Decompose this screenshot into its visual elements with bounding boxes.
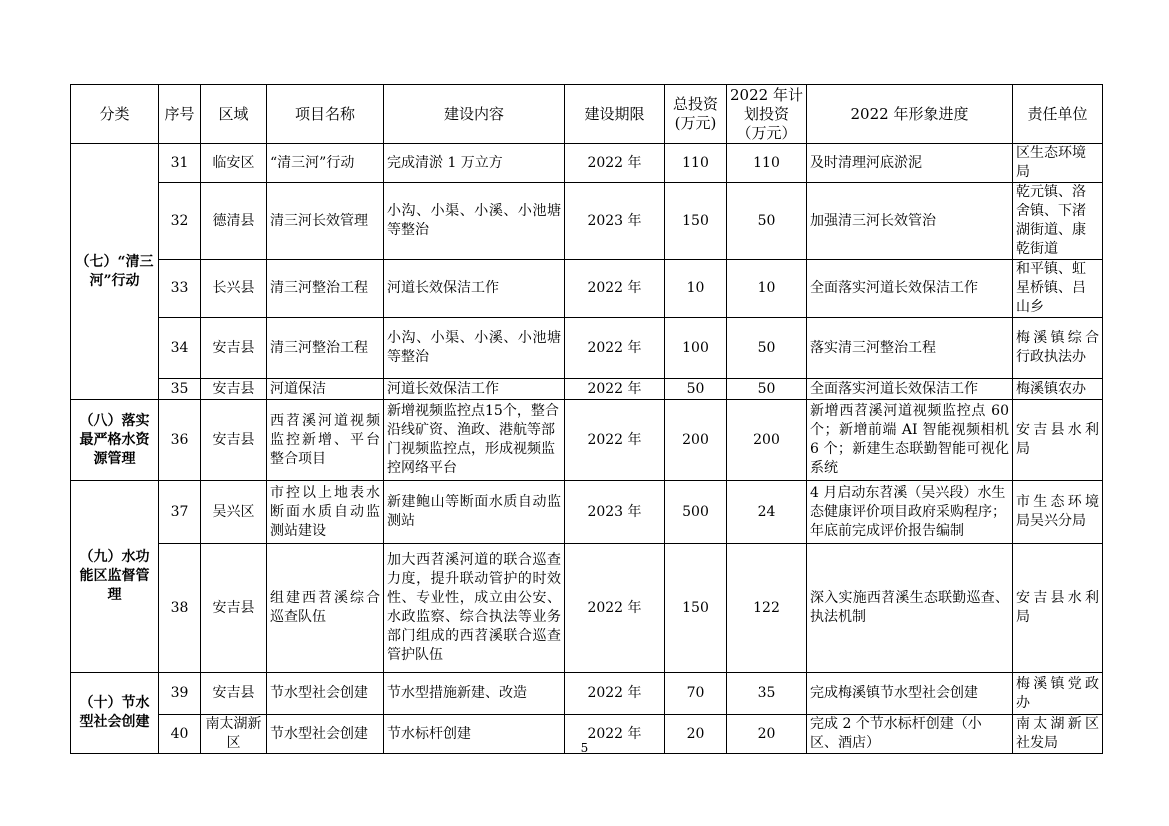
table-row [71,144,1103,183]
cell-total: 20 [665,715,727,754]
cell-plan: 200 [727,400,807,481]
cell-seq: 32 [159,183,201,260]
cell-project: 市控以上地表水断面水质自动监测站建设 [267,481,384,544]
cell-total: 10 [665,260,727,318]
cell-period: 2022 年 [565,673,665,715]
cell-project: “清三河”行动 [267,144,384,183]
cell-total: 100 [665,318,727,379]
header-project: 项目名称 [267,85,384,144]
cell-project: 清三河整治工程 [267,318,384,379]
cell-region: 安吉县 [201,544,267,673]
cell-progress: 新增西苕溪河道视频监控点 60 个；新增前端 AI 智能视频相机 6 个；新建生态联勤智能可视化系统 [807,400,1013,481]
cell-total: 150 [665,183,727,260]
header-category: 分类 [71,85,159,144]
category-10: （十）节水型社会创建 [71,673,159,754]
cell-region: 安吉县 [201,318,267,379]
cell-progress: 及时清理河底淤泥 [807,144,1013,183]
cell-seq: 33 [159,260,201,318]
cell-plan: 50 [727,379,807,400]
cell-seq: 31 [159,144,201,183]
cell-unit: 梅溪镇综合行政执法办 [1013,318,1103,379]
cell-content: 节水标杆创建 [384,715,565,754]
header-plan: 2022 年计划投资（万元） [727,85,807,144]
cell-region: 德清县 [201,183,267,260]
cell-unit: 乾元镇、洛舍镇、下渚湖街道、康乾街道 [1013,183,1103,260]
cell-plan: 110 [727,144,807,183]
cell-project: 清三河长效管理 [267,183,384,260]
project-table [70,84,1103,754]
cell-plan: 50 [727,183,807,260]
cell-progress: 完成梅溪镇节水型社会创建 [807,673,1013,715]
cell-period: 2022 年 [565,715,665,754]
cell-region: 安吉县 [201,379,267,400]
table-row [71,318,1103,379]
cell-progress: 完成 2 个节水标杆创建（小区、酒店） [807,715,1013,754]
cell-content: 河道长效保洁工作 [384,379,565,400]
cell-seq: 36 [159,400,201,481]
cell-project: 西苕溪河道视频监控新增、平台整合项目 [267,400,384,481]
cell-plan: 24 [727,481,807,544]
category-7: （七）“清三河”行动 [71,144,159,400]
cell-unit: 安吉县水利局 [1013,400,1103,481]
cell-region: 吴兴区 [201,481,267,544]
cell-unit: 区生态环境局 [1013,144,1103,183]
cell-content: 节水型措施新建、改造 [384,673,565,715]
cell-total: 200 [665,400,727,481]
cell-seq: 39 [159,673,201,715]
cell-region: 长兴县 [201,260,267,318]
cell-unit: 梅溪镇农办 [1013,379,1103,400]
cell-content: 完成清淤 1 万立方 [384,144,565,183]
cell-unit: 梅溪镇党政办 [1013,673,1103,715]
table-row [71,481,1103,544]
cell-progress: 4 月启动东苕溪（吴兴段）水生态健康评价项目政府采购程序；年底前完成评价报告编制 [807,481,1013,544]
table-row [71,379,1103,400]
cell-progress: 全面落实河道长效保洁工作 [807,379,1013,400]
header-total: 总投资(万元) [665,85,727,144]
cell-progress: 落实清三河整治工程 [807,318,1013,379]
cell-project: 河道保洁 [267,379,384,400]
cell-content: 小沟、小渠、小溪、小池塘等整治 [384,318,565,379]
cell-period: 2022 年 [565,318,665,379]
cell-seq: 40 [159,715,201,754]
cell-period: 2023 年 [565,183,665,260]
cell-seq: 35 [159,379,201,400]
cell-total: 110 [665,144,727,183]
table-row [71,183,1103,260]
cell-content: 加大西苕溪河道的联合巡查力度，提升联动管护的时效性、专业性，成立由公安、水政监察、综合执法等业务部门组成的西苕溪联合巡查管护队伍 [384,544,565,673]
cell-period: 2022 年 [565,379,665,400]
cell-project: 节水型社会创建 [267,673,384,715]
cell-total: 500 [665,481,727,544]
cell-period: 2022 年 [565,144,665,183]
cell-plan: 20 [727,715,807,754]
cell-region: 安吉县 [201,673,267,715]
table-row [71,400,1103,481]
cell-plan: 50 [727,318,807,379]
cell-content: 河道长效保洁工作 [384,260,565,318]
table-row [71,544,1103,673]
cell-seq: 34 [159,318,201,379]
header-content: 建设内容 [384,85,565,144]
category-9: （九）水功能区监督管理 [71,481,159,673]
cell-plan: 35 [727,673,807,715]
cell-total: 70 [665,673,727,715]
cell-period: 2022 年 [565,400,665,481]
header-progress: 2022 年形象进度 [807,85,1013,144]
header-period: 建设期限 [565,85,665,144]
cell-project: 节水型社会创建 [267,715,384,754]
table-row [71,260,1103,318]
header-row [71,85,1103,144]
cell-unit: 和平镇、虹星桥镇、吕山乡 [1013,260,1103,318]
cell-project: 清三河整治工程 [267,260,384,318]
cell-unit: 市生态环境局吴兴分局 [1013,481,1103,544]
cell-total: 50 [665,379,727,400]
cell-region: 南太湖新区 [201,715,267,754]
cell-unit: 安吉县水利局 [1013,544,1103,673]
cell-unit: 南太湖新区社发局 [1013,715,1103,754]
cell-region: 安吉县 [201,400,267,481]
cell-period: 2022 年 [565,544,665,673]
cell-seq: 37 [159,481,201,544]
cell-seq: 38 [159,544,201,673]
cell-progress: 加强清三河长效管治 [807,183,1013,260]
table-row [71,673,1103,715]
cell-content: 小沟、小渠、小溪、小池塘等整治 [384,183,565,260]
cell-content: 新建鲍山等断面水质自动监测站 [384,481,565,544]
cell-progress: 全面落实河道长效保洁工作 [807,260,1013,318]
cell-plan: 10 [727,260,807,318]
header-unit: 责任单位 [1013,85,1103,144]
page-number: 5 [580,741,589,755]
cell-period: 2023 年 [565,481,665,544]
header-region: 区域 [201,85,267,144]
cell-plan: 122 [727,544,807,673]
cell-progress: 深入实施西苕溪生态联勤巡查、执法机制 [807,544,1013,673]
cell-content: 新增视频监控点15个，整合沿线矿资、渔政、港航等部门视频监控点，形成视频监控网络平台 [384,400,565,481]
category-8: （八）落实最严格水资源管理 [71,400,159,481]
cell-region: 临安区 [201,144,267,183]
cell-period: 2022 年 [565,260,665,318]
header-seq: 序号 [159,85,201,144]
cell-project: 组建西苕溪综合巡查队伍 [267,544,384,673]
cell-total: 150 [665,544,727,673]
